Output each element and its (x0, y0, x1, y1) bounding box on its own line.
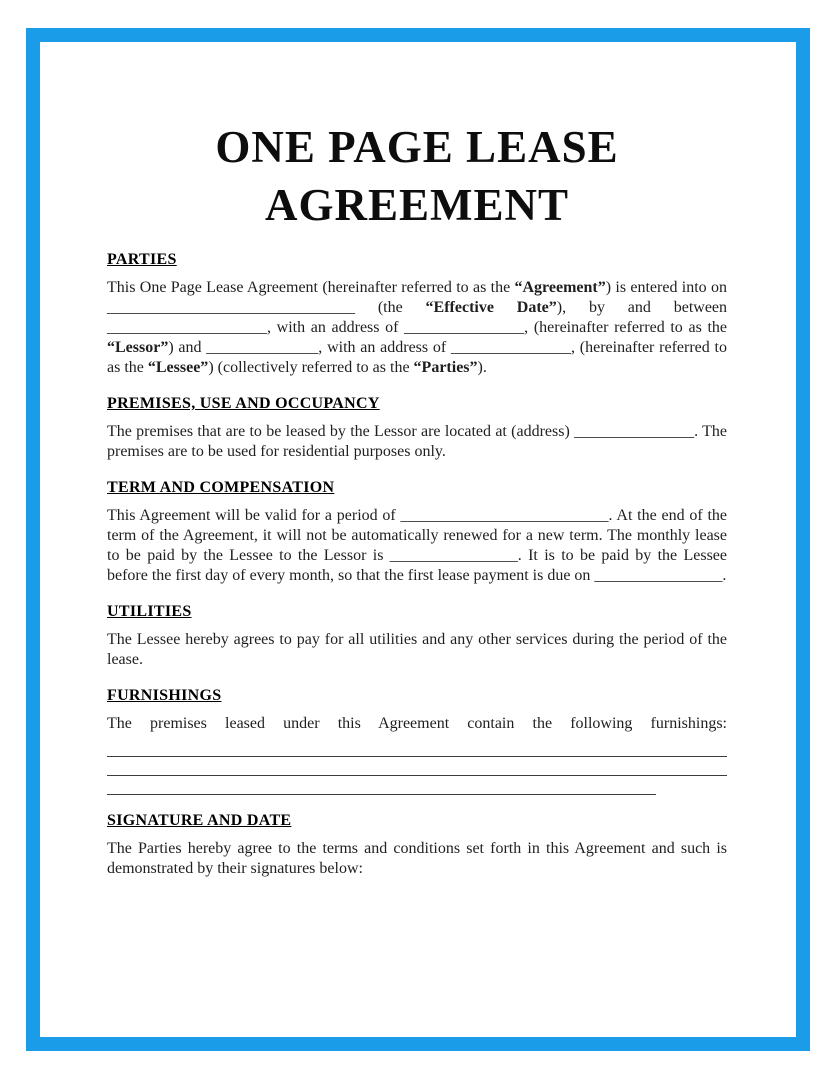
fill-in-line (107, 776, 656, 795)
paragraph-text: This One Page Lease Agreement (hereinafter referred to as the (107, 279, 515, 296)
document-body (107, 250, 727, 879)
fill-in-line (107, 757, 727, 776)
page-border (26, 28, 810, 1051)
paragraph-furnishings (107, 714, 727, 734)
defined-term: “Parties” (413, 359, 478, 376)
document-title (107, 118, 727, 234)
section-heading-signature-and-date: SIGNATURE AND DATE (107, 812, 292, 829)
paragraph-text: ) is entered into on _______________________________ (the (107, 279, 728, 316)
paragraph-text: ). (477, 359, 487, 376)
section-heading-term-and-compensation: TERM AND COMPENSATION (107, 479, 335, 496)
defined-term: “Lessee” (147, 359, 209, 376)
defined-term: “Lessor” (107, 339, 169, 356)
paragraph-parties (107, 278, 727, 378)
paragraph-premises-use-and-occupancy (107, 422, 727, 462)
paragraph-utilities (107, 630, 727, 670)
section-heading-furnishings: FURNISHINGS (107, 687, 222, 704)
page-content (40, 42, 796, 1037)
paragraph-signature-and-date (107, 839, 727, 879)
fill-in-line (107, 738, 727, 757)
paragraph-text: This Agreement will be valid for a period of __________________________. At the end of the term of the Agreement, it will not be automatically renewed for a new term. The monthly lease to be paid by the Lessee to the Lessor is ________________. It is to be paid by the Lessee before the first day of every month, so that the first lease payment is due on ________________. (107, 507, 727, 584)
document-title-line1: ONE PAGE LEASE (215, 122, 619, 172)
section-heading-utilities: UTILITIES (107, 603, 192, 620)
fill-in-lines-furnishings (107, 738, 727, 795)
document-title-line2: AGREEMENT (264, 180, 570, 230)
defined-term: “Effective Date” (425, 299, 557, 316)
paragraph-text: ) and ______________, with an address of _______________, (hereinafter referred to as the (107, 339, 727, 376)
paragraph-text: The premises leased under this Agreement contain the following furnishings: (107, 715, 727, 732)
paragraph-term-and-compensation (107, 506, 727, 586)
paragraph-text: The premises that are to be leased by the Lessor are located at (address) _______________. The premises are to be used for residential purposes only. (107, 423, 727, 460)
paragraph-text: The Parties hereby agree to the terms and conditions set forth in this Agreement and such is demonstrated by their signatures below: (107, 840, 727, 877)
paragraph-text: The Lessee hereby agrees to pay for all utilities and any other services during the period of the lease. (107, 631, 727, 668)
defined-term: “Agreement” (514, 279, 606, 296)
paragraph-text: ), by and between ____________________, with an address of _______________, (hereinafter referred to as the (107, 299, 728, 336)
section-heading-parties: PARTIES (107, 251, 177, 268)
paragraph-text: ) (collectively referred to as the (208, 359, 414, 376)
section-heading-premises-use-and-occupancy: PREMISES, USE AND OCCUPANCY (107, 395, 380, 412)
